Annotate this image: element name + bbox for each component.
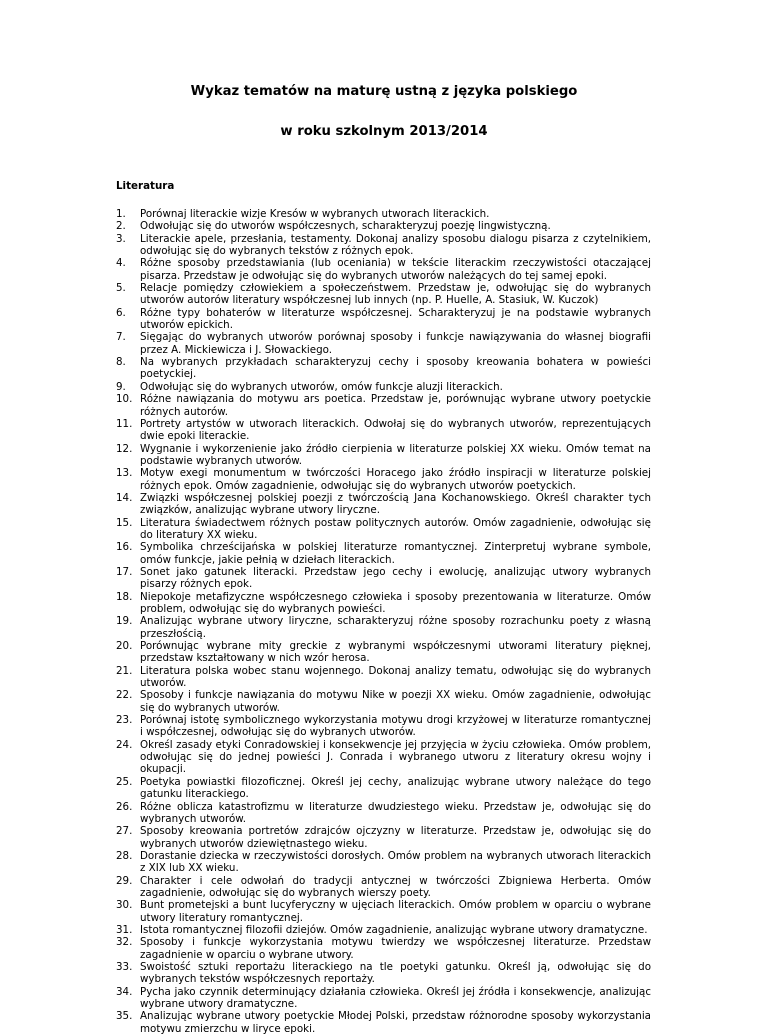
topic-text: Symbolika chrześcijańska w polskiej literaturze romantycznej. Zinterpretuj wybrane symbole, omów funkcje, jakie pełnią w dziełach literackich. <box>140 541 651 566</box>
topic-text: Sposoby i funkcje wykorzystania motywu twierdzy we współczesnej literaturze. Przedstaw zagadnienie w oparciu o wybrane utwory. <box>140 936 651 961</box>
topic-number: 18. <box>116 590 133 603</box>
topic-item <box>116 208 651 220</box>
topic-item <box>116 517 651 542</box>
topics-list <box>116 208 651 1035</box>
topic-item <box>116 640 651 665</box>
topic-text: Porównaj literackie wizje Kresów w wybranych utworach literackich. <box>140 208 490 220</box>
topic-text: Bunt prometejski a bunt lucyferyczny w ujęciach literackich. Omów problem w oparciu o wybrane utwory literatury romantycznej. <box>140 899 651 924</box>
topic-item <box>116 566 651 591</box>
topic-item <box>116 541 651 566</box>
topic-item <box>116 356 651 381</box>
topic-item <box>116 1010 651 1035</box>
topic-text: Różne nawiązania do motywu ars poetica. Przedstaw je, porównując wybrane utwory poetyckie różnych autorów. <box>140 393 651 418</box>
topic-text: Różne oblicza katastrofizmu w literaturze dwudziestego wieku. Przedstaw je, odwołując się do wybranych utworów. <box>140 800 651 825</box>
topic-item <box>116 492 651 517</box>
topic-text: Niepokoje metafizyczne współczesnego człowieka i sposoby prezentowania w literaturze. Omów problem, odwołując się do wybranych powieści. <box>140 590 651 615</box>
topic-number: 5. <box>116 282 126 295</box>
topic-item <box>116 665 651 690</box>
topic-item <box>116 615 651 640</box>
topic-number: 28. <box>116 849 133 862</box>
topic-text: Poetyka powiastki filozoficznej. Określ jej cechy, analizując wybrane utwory należące do tego gatunku literackiego. <box>140 775 651 801</box>
topic-item <box>116 393 651 418</box>
topic-item <box>116 233 651 258</box>
topic-item <box>116 282 651 307</box>
topic-number: 34. <box>116 985 133 998</box>
topic-number: 1. <box>116 208 126 220</box>
topic-text: Sposoby i funkcje nawiązania do motywu Nike w poezji XX wieku. Omów zagadnienie, odwołując się do wybranych utworów. <box>140 689 651 714</box>
topic-item <box>116 381 651 393</box>
topic-text: Pycha jako czynnik determinujący działania człowieka. Określ jej źródła i konsekwencje, analizując wybrane utwory dramatyczne. <box>140 985 651 1010</box>
topic-text: Literackie apele, przesłania, testamenty. Dokonaj analizy sposobu dialogu pisarza z czytelnikiem, odwołując się do wybranych tekstów z różnych epok. <box>140 232 651 258</box>
topic-text: Na wybranych przykładach scharakteryzuj cechy i sposoby kreowania bohatera w powieści poetyckiej. <box>140 356 651 381</box>
topic-number: 3. <box>116 232 126 245</box>
topic-text: Literatura świadectwem różnych postaw politycznych autorów. Omów zagadnienie, odwołując się do literatury XX wieku. <box>140 516 651 541</box>
topic-number: 22. <box>116 689 133 702</box>
topic-number: 33. <box>116 960 133 973</box>
topic-number: 15. <box>116 516 133 529</box>
topic-item <box>116 739 651 776</box>
topic-item <box>116 801 651 826</box>
topic-number: 9. <box>116 380 126 393</box>
topic-item <box>116 257 651 282</box>
topic-text: Związki współczesnej polskiej poezji z twórczością Jana Kochanowskiego. Określ charakter tych związków, analizując wybrane utwory liryczne. <box>140 491 651 517</box>
topic-number: 16. <box>116 541 133 554</box>
topic-number: 10. <box>116 393 133 406</box>
topic-item <box>116 331 651 356</box>
topic-item <box>116 418 651 443</box>
topic-item <box>116 467 651 492</box>
document-subtitle: w roku szkolnym 2013/2014 <box>280 124 488 139</box>
topic-item <box>116 899 651 924</box>
topic-text: Różne typy bohaterów w literaturze współczesnej. Scharakteryzuj je na podstawie wybranych utworów epickich. <box>140 306 651 332</box>
topic-item <box>116 591 651 616</box>
topic-number: 4. <box>116 257 126 270</box>
topic-number: 20. <box>116 640 133 653</box>
topic-text: Sonet jako gatunek literacki. Przedstaw jego cechy i ewolucję, analizując utwory wybranych pisarzy różnych epok. <box>140 565 651 591</box>
topic-number: 7. <box>116 331 126 344</box>
topic-number: 21. <box>116 664 133 677</box>
document-title: Wykaz tematów na maturę ustną z języka polskiego <box>190 84 578 99</box>
topic-text: Wygnanie i wykorzenienie jako źródło cierpienia w literaturze polskiej XX wieku. Omów temat na podstawie wybranych utworów. <box>140 442 651 467</box>
topic-text: Odwołując się do wybranych utworów, omów funkcje aluzji literackich. <box>140 380 503 393</box>
topic-number: 2. <box>116 220 126 233</box>
topic-number: 26. <box>116 800 133 813</box>
topic-text: Analizując wybrane utwory poetyckie Młodej Polski, przedstaw różnorodne sposoby wykorzystania motywu zmierzchu w liryce epoki. <box>140 1010 651 1035</box>
topic-text: Sięgając do wybranych utworów porównaj sposoby i funkcje nawiązywania do własnej biografii przez A. Mickiewicza i J. Słowackiego. <box>140 331 651 356</box>
topic-number: 23. <box>116 714 133 727</box>
topic-item <box>116 714 651 739</box>
topic-item <box>116 875 651 900</box>
topic-number: 13. <box>116 467 133 480</box>
topic-item <box>116 307 651 332</box>
topic-number: 24. <box>116 738 133 751</box>
topic-item <box>116 689 651 714</box>
topic-number: 29. <box>116 874 133 887</box>
topic-text: Swoistość sztuki reportażu literackiego na tle poetyki gatunku. Określ ją, odwołując się do wybranych tekstów współczesnych reportaży. <box>140 960 651 986</box>
topic-number: 19. <box>116 615 133 628</box>
topic-number: 17. <box>116 565 133 578</box>
topic-text: Porównaj istotę symbolicznego wykorzystania motywu drogi krzyżowej w literaturze romantycznej i współczesnej, odwołując się do wybranych utworów. <box>140 714 651 739</box>
topic-number: 32. <box>116 936 133 949</box>
topic-text: Literatura polska wobec stanu wojennego. Dokonaj analizy tematu, odwołując się do wybranych utworów. <box>140 664 651 690</box>
topic-text: Porównując wybrane mity greckie z wybranymi współczesnymi utworami literatury pięknej, przedstaw kształtowany w nich wzór herosa. <box>140 640 651 665</box>
topic-text: Sposoby kreowania portretów zdrajców ojczyzny w literaturze. Przedstaw je, odwołując się do wybranych utworów dziewiętnastego wieku. <box>140 825 651 850</box>
topic-number: 25. <box>116 775 133 788</box>
topic-number: 30. <box>116 899 133 912</box>
topic-text: Istota romantycznej filozofii dziejów. Omów zagadnienie, analizując wybrane utwory dramatyczne. <box>140 923 648 936</box>
topic-number: 31. <box>116 923 133 936</box>
topic-text: Określ zasady etyki Conradowskiej i konsekwencje jej przyjęcia w życiu człowieka. Omów problem, odwołując się do jednej powieści J. Conrada i wybranego utworu z literatury okresu wojny i okupacji. <box>140 738 651 776</box>
topic-text: Różne sposoby przedstawiania (lub oceniania) w tekście literackim rzeczywistości otaczającej pisarza. Przedstaw je odwołując się do wybranych utworów należących do tej samej epoki. <box>140 257 651 282</box>
topic-text: Dorastanie dziecka w rzeczywistości dorosłych. Omów problem na wybranych utworach literackich z XIX lub XX wieku. <box>140 849 651 875</box>
topic-item <box>116 443 651 468</box>
topic-item <box>116 936 651 961</box>
topic-item <box>116 220 651 232</box>
topic-item <box>116 825 651 850</box>
topic-text: Motyw exegi monumentum w twórczości Horacego jako źródło inspiracji w literaturze polskiej różnych epok. Omów zagadnienie, odwołując się do wybranych utworów poetyckich. <box>140 467 651 492</box>
topic-item <box>116 961 651 986</box>
topic-number: 11. <box>116 417 133 430</box>
section-heading: Literatura <box>116 180 175 192</box>
topic-number: 35. <box>116 1010 133 1023</box>
topic-text: Portrety artystów w utworach literackich. Odwołaj się do wybranych utworów, reprezentujących dwie epoki literackie. <box>140 417 651 443</box>
topic-text: Charakter i cele odwołań do tradycji antycznej w twórczości Zbigniewa Herberta. Omów zagadnienie, odwołując się do wybranych wierszy poety. <box>140 874 651 899</box>
topic-number: 8. <box>116 356 126 369</box>
topic-item <box>116 776 651 801</box>
topic-number: 14. <box>116 491 133 504</box>
topic-number: 27. <box>116 825 133 838</box>
topic-text: Relacje pomiędzy człowiekiem a społeczeństwem. Przedstaw je, odwołując się do wybranych utworów autorów literatury współczesnej lub innych (np. P. Huelle, A. Stasiuk, W. Kuczok) <box>140 282 651 307</box>
topic-item <box>116 986 651 1011</box>
topic-text: Odwołując się do utworów współczesnych, scharakteryzuj poezję lingwistyczną. <box>140 220 551 233</box>
topic-number: 6. <box>116 306 126 319</box>
topic-item <box>116 924 651 936</box>
topic-text: Analizując wybrane utwory liryczne, scharakteryzuj różne sposoby rozrachunku poety z własną przeszłością. <box>140 615 651 640</box>
topic-item <box>116 850 651 875</box>
topic-number: 12. <box>116 442 133 455</box>
